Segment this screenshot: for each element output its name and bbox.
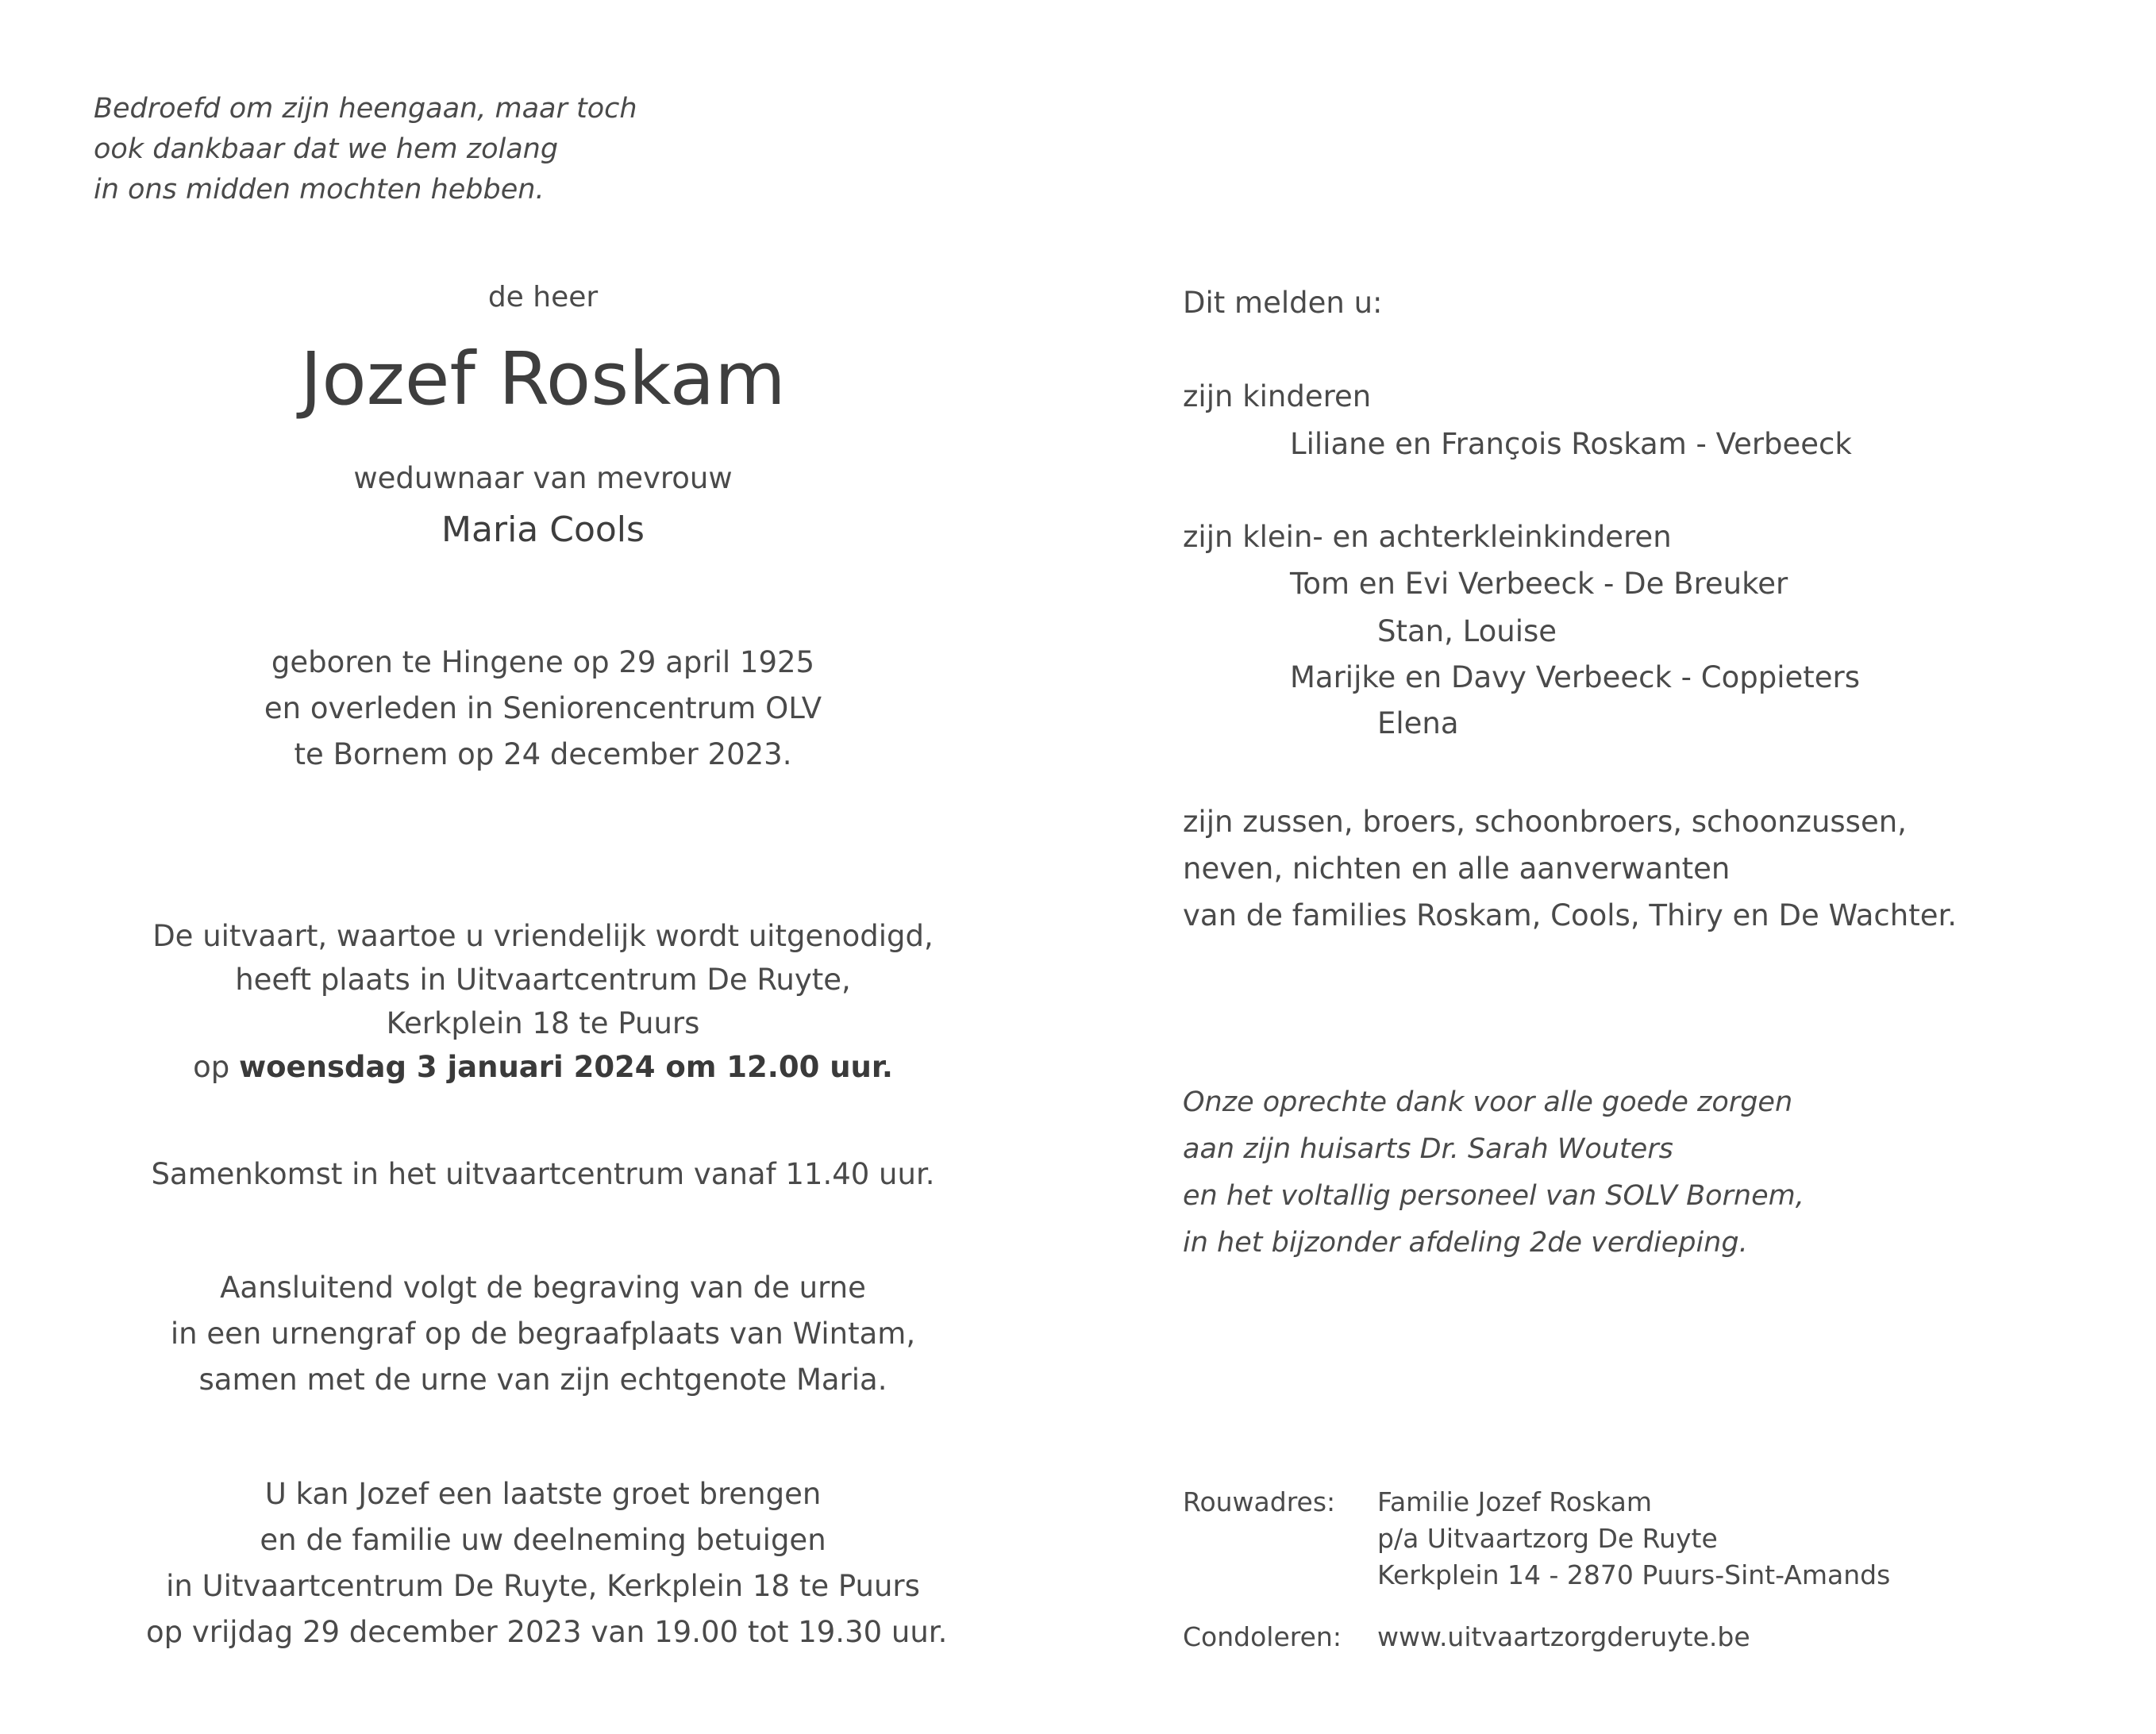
thanks-line: en het voltallig personeel van SOLV Bornem, bbox=[1183, 1180, 1804, 1212]
grandchildren-heading: zijn klein- en achterkleinkinderen bbox=[1183, 520, 1672, 554]
quote-line: in ons midden mochten hebben. bbox=[94, 174, 545, 206]
relatives-line: zijn zussen, broers, schoonbroers, schoonzussen, bbox=[1183, 805, 1907, 839]
life-dates-line: en overleden in Seniorencentrum OLV bbox=[264, 691, 822, 725]
visitation-line: in Uitvaartcentrum De Ruyte, Kerkplein 18 te Puurs bbox=[166, 1569, 920, 1603]
thanks-line: aan zijn huisarts Dr. Sarah Wouters bbox=[1183, 1133, 1673, 1165]
thanks-note bbox=[1183, 1079, 1804, 1267]
great-grandchildren: Stan, Louise bbox=[1377, 614, 1557, 648]
burial-line: Aansluitend volgt de begraving van de urne bbox=[220, 1271, 866, 1305]
spouse-intro: weduwnaar van mevrouw bbox=[353, 461, 733, 495]
grandchild-couple: Tom en Evi Verbeeck - De Breuker bbox=[1290, 567, 1788, 601]
funeral-date: woensdag 3 januari 2024 om 12.00 uur. bbox=[238, 1050, 893, 1084]
relatives-line: van de families Roskam, Cools, Thiry en De Wachter. bbox=[1183, 898, 1958, 932]
burial-line: samen met de urne van zijn echtgenote Maria. bbox=[198, 1363, 887, 1397]
visitation-info bbox=[146, 1471, 948, 1655]
great-grandchildren: Elena bbox=[1377, 706, 1459, 740]
gathering-info: Samenkomst in het uitvaartcentrum vanaf 11.40 uur. bbox=[151, 1157, 935, 1191]
funeral-info bbox=[146, 914, 940, 1089]
visitation-line: en de familie uw deelneming betuigen bbox=[260, 1523, 826, 1557]
thanks-line: Onze oprechte dank voor alle goede zorgen bbox=[1183, 1086, 1793, 1118]
condolences-label: Condoleren: bbox=[1183, 1621, 1342, 1652]
quote-line: ook dankbaar dat we hem zolang bbox=[94, 133, 559, 165]
life-dates bbox=[146, 640, 940, 778]
relatives-line: neven, nichten en alle aanverwanten bbox=[1183, 852, 1731, 886]
funeral-line: De uitvaart, waartoe u vriendelijk wordt uitgenodigd, bbox=[152, 919, 934, 953]
spouse-name: Maria Cools bbox=[441, 509, 645, 550]
funeral-line: heeft plaats in Uitvaartcentrum De Ruyte, bbox=[235, 963, 851, 997]
funeral-date-line bbox=[146, 1045, 940, 1089]
burial-line: in een urnengraf op de begraafplaats van Wintam, bbox=[170, 1317, 916, 1351]
child-entry: Liliane en François Roskam - Verbeeck bbox=[1290, 427, 1852, 461]
address-line: Kerkplein 14 - 2870 Puurs-Sint-Amands bbox=[1377, 1559, 1891, 1590]
life-dates-line: geboren te Hingene op 29 april 1925 bbox=[271, 645, 815, 679]
visitation-line: U kan Jozef een laatste groet brengen bbox=[264, 1477, 822, 1511]
announcement-intro: Dit melden u: bbox=[1183, 286, 1383, 320]
deceased-name: Jozef Roskam bbox=[300, 336, 786, 421]
visitation-line: op vrijdag 29 december 2023 van 19.00 tot 19.30 uur. bbox=[146, 1615, 948, 1649]
quote-line: Bedroefd om zijn heengaan, maar toch bbox=[94, 93, 637, 125]
address-value bbox=[1377, 1484, 1890, 1594]
honorific: de heer bbox=[487, 281, 599, 313]
funeral-line: Kerkplein 18 te Puurs bbox=[386, 1006, 700, 1040]
opening-quote bbox=[94, 89, 637, 210]
condolences-link[interactable]: www.uitvaartzorgderuyte.be bbox=[1377, 1621, 1750, 1652]
thanks-line: in het bijzonder afdeling 2de verdieping. bbox=[1183, 1227, 1748, 1259]
address-line: p/a Uitvaartzorg De Ruyte bbox=[1377, 1523, 1718, 1554]
children-heading: zijn kinderen bbox=[1183, 379, 1372, 413]
burial-info bbox=[146, 1265, 940, 1403]
grandchild-couple: Marijke en Davy Verbeeck - Coppieters bbox=[1290, 660, 1861, 694]
life-dates-line: te Bornem op 24 december 2023. bbox=[294, 737, 792, 771]
address-line: Familie Jozef Roskam bbox=[1377, 1486, 1653, 1517]
address-label: Rouwadres: bbox=[1183, 1486, 1336, 1517]
funeral-date-prefix: op bbox=[193, 1050, 239, 1084]
relatives bbox=[1183, 798, 1957, 939]
